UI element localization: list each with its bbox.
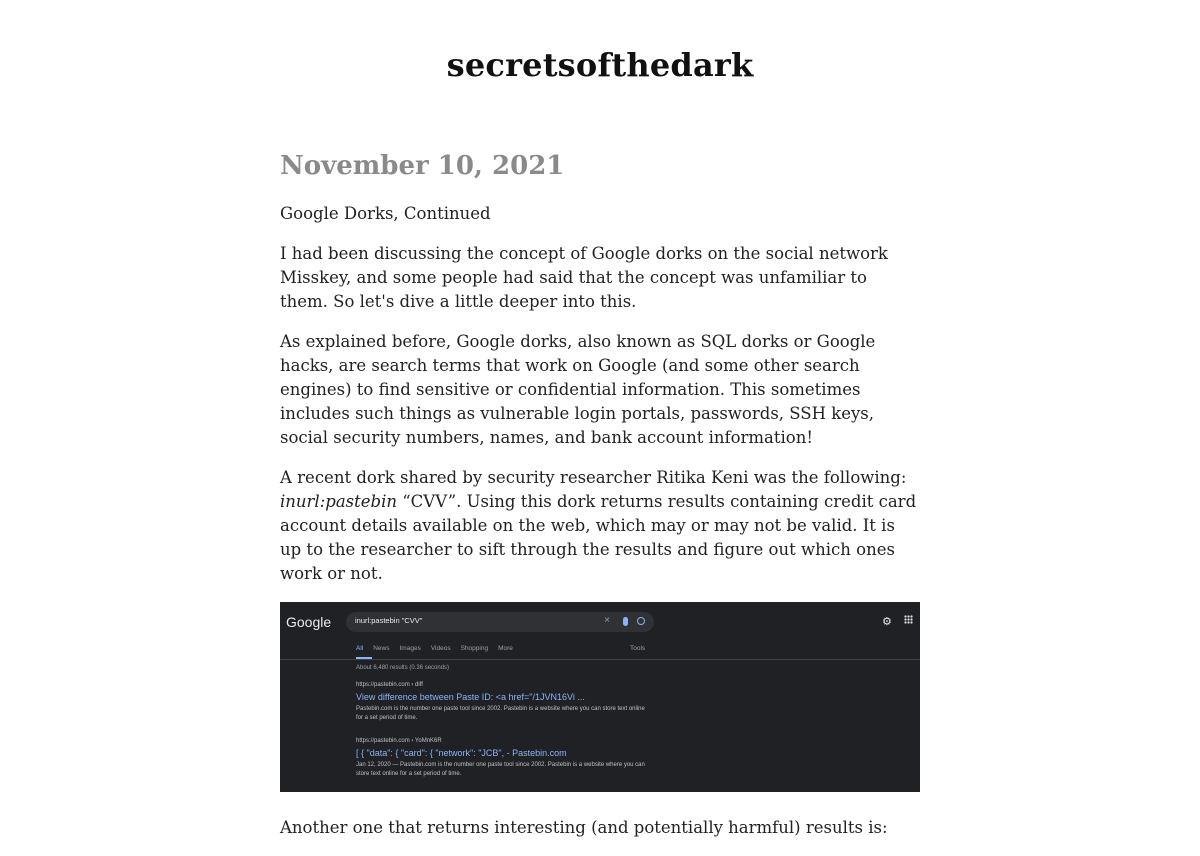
clear-icon: × [604, 615, 610, 626]
tab-videos: Videos [430, 645, 451, 652]
search-result [356, 738, 646, 779]
post-paragraph-4: Another one that returns interesting (and potentially harmful) results is: [280, 818, 888, 837]
search-result [356, 682, 646, 723]
tab-shopping: Shopping [460, 645, 489, 652]
search-icon [637, 617, 645, 625]
result-snippet: Jan 12, 2020 — Pastebin.com is the number one paste tool since 2002. Pastebin is a website where you can store text online for a set period of time. [356, 762, 645, 777]
post-date[interactable]: November 10, 2021 [280, 151, 565, 181]
search-results-screenshot [280, 602, 920, 792]
dork-query: inurl:pastebin [280, 492, 397, 511]
result-url: https://pastebin.com › YoMnK6R [356, 738, 442, 744]
paragraph-rest: “CVV”. Using this dork returns results containing credit card account details available on the web, which may or may not be valid. It is up to the researcher to sift through the results and figure out which ones work or not. [280, 492, 917, 583]
search-bar [346, 612, 654, 632]
post-paragraph-2: As explained before, Google dorks, also known as SQL dorks or Google hacks, are search terms that work on Google (and some other search engines) to find sensitive or confidential information. This sometimes includes such things as vulnerable login portals, passwords, SSH keys, social security numbers, names, and bank account information! [280, 332, 876, 447]
result-title: View difference between Paste ID: <a href="/1JVN16Vi ... [356, 692, 585, 702]
tab-images: Images [399, 645, 421, 652]
result-title: [ { "data": { "card": { "network": "JCB", - Pastebin.com [356, 748, 567, 758]
tab-more: More [498, 645, 513, 652]
gear-icon: ⚙ [882, 616, 892, 628]
result-stats: About 6,480 results (0.36 seconds) [356, 665, 450, 671]
google-logo: Google [286, 614, 332, 630]
tab-news: News [373, 645, 390, 652]
post-paragraph-3 [280, 466, 920, 586]
post-paragraph-1: I had been discussing the concept of Google dorks on the social network Misskey, and some people had said that the concept was unfamiliar to them. So let's dive a little deeper into this. [280, 244, 888, 311]
blog-post [280, 148, 920, 856]
microphone-icon [623, 617, 628, 626]
search-tabs [356, 645, 513, 652]
post-heading: Google Dorks, Continued [280, 204, 491, 223]
divider [280, 659, 920, 660]
result-snippet: Pastebin.com is the number one paste tool since 2002. Pastebin is a website where you can store text online for a set period of time. [356, 706, 645, 721]
search-query: inurl:pastebin "CVV" [355, 616, 423, 625]
site-title[interactable]: secretsofthedark [446, 46, 754, 84]
tab-all: All [356, 645, 364, 652]
apps-grid-icon [904, 615, 913, 624]
result-url: https://pastebin.com › diff [356, 682, 423, 688]
paragraph-intro: A recent dork shared by security researcher Ritika Keni was the following: [280, 468, 907, 487]
tools-link: Tools [630, 645, 646, 652]
